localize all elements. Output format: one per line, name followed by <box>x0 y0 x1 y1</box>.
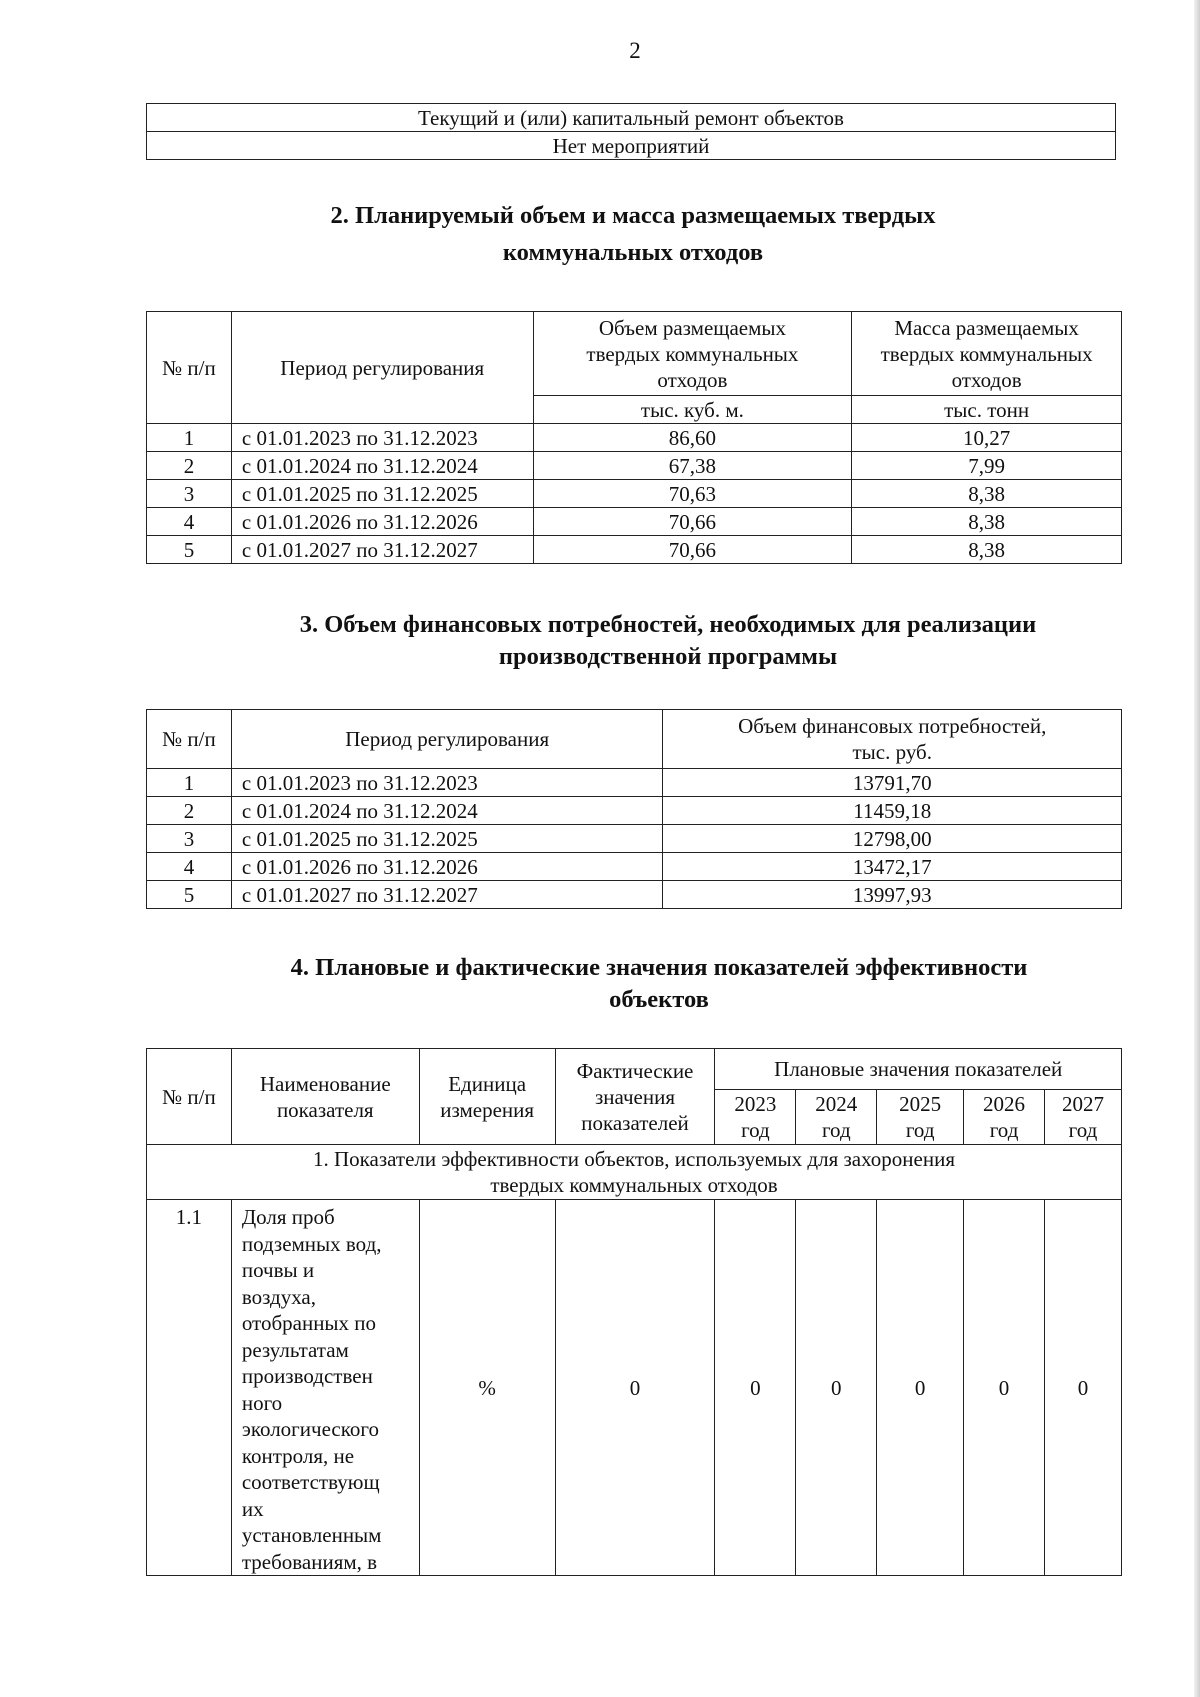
header-period: Период регулирования <box>231 312 533 424</box>
table-row: 4 с 01.01.2026 по 31.12.2026 70,66 8,38 <box>147 508 1122 536</box>
page-number: 2 <box>629 38 641 63</box>
table-row: 3 с 01.01.2025 по 31.12.2025 12798,00 <box>147 825 1122 853</box>
header-name: Наименование показателя <box>231 1049 419 1145</box>
table-row: 4 с 01.01.2026 по 31.12.2026 13472,17 <box>147 853 1122 881</box>
section2-heading: 2. Планируемый объем и масса размещаемых твердых коммунальных отходов <box>330 202 936 266</box>
header-num: № п/п <box>147 312 232 424</box>
table-row: 2 с 01.01.2024 по 31.12.2024 67,38 7,99 <box>147 452 1122 480</box>
indicator-planned-2027: 0 <box>1045 1200 1122 1576</box>
header-planned: Плановые значения показателей <box>715 1049 1122 1090</box>
header-year: 2023 год <box>715 1090 796 1145</box>
efficiency-table <box>146 1048 1122 1576</box>
indicator-actual: 0 <box>555 1200 715 1576</box>
header-year: 2025 год <box>877 1090 964 1145</box>
table-row: 3 с 01.01.2025 по 31.12.2025 70,63 8,38 <box>147 480 1122 508</box>
finance-table <box>146 709 1122 909</box>
section3-heading: 3. Объем финансовых потребностей, необходимых для реализации производственной программы <box>299 611 1037 670</box>
header-volume-unit: тыс. куб. м. <box>533 396 852 424</box>
header-finance: Объем финансовых потребностей, тыс. руб. <box>663 710 1122 769</box>
indicator-planned-2026: 0 <box>964 1200 1045 1576</box>
header-year: 2026 год <box>964 1090 1045 1145</box>
indicator-planned-2024: 0 <box>796 1200 877 1576</box>
header-num: № п/п <box>147 1049 232 1145</box>
indicator-unit: % <box>419 1200 555 1576</box>
table-row: 1 с 01.01.2023 по 31.12.2023 13791,70 <box>147 769 1122 797</box>
repair-table <box>146 103 1116 160</box>
header-year: 2027 год <box>1045 1090 1122 1145</box>
table-row: 5 с 01.01.2027 по 31.12.2027 70,66 8,38 <box>147 536 1122 564</box>
header-mass-unit: тыс. тонн <box>852 396 1122 424</box>
header-unit: Единица измерения <box>419 1049 555 1145</box>
indicator-planned-2023: 0 <box>715 1200 796 1576</box>
table-row: 1 с 01.01.2023 по 31.12.2023 86,60 10,27 <box>147 424 1122 452</box>
volume-mass-table <box>146 311 1122 564</box>
row-num: 1.1 <box>147 1200 232 1576</box>
header-num: № п/п <box>147 710 232 769</box>
table-row: 2 с 01.01.2024 по 31.12.2024 11459,18 <box>147 797 1122 825</box>
header-period: Период регулирования <box>231 710 663 769</box>
header-year: 2024 год <box>796 1090 877 1145</box>
indicator-name: Доля проб подземных вод, почвы и воздуха, отобранных по результатам производствен ного экологического контроля, не соответствующ их установленным требованиям, в <box>231 1200 419 1576</box>
repair-title: Текущий и (или) капитальный ремонт объектов <box>147 104 1116 132</box>
header-volume: Объем размещаемых твердых коммунальных отходов <box>533 312 852 396</box>
indicator-planned-2025: 0 <box>877 1200 964 1576</box>
header-actual: Фактические значения показателей <box>555 1049 715 1145</box>
repair-value: Нет мероприятий <box>147 132 1116 160</box>
table-row <box>147 1200 1122 1576</box>
header-mass: Масса размещаемых твердых коммунальных отходов <box>852 312 1122 396</box>
section4-heading: 4. Плановые и фактические значения показателей эффективности объектов <box>290 954 1028 1013</box>
table-row: 5 с 01.01.2027 по 31.12.2027 13997,93 <box>147 881 1122 909</box>
group-heading: 1. Показатели эффективности объектов, используемых для захоронения твердых коммунальных отходов <box>147 1145 1122 1200</box>
